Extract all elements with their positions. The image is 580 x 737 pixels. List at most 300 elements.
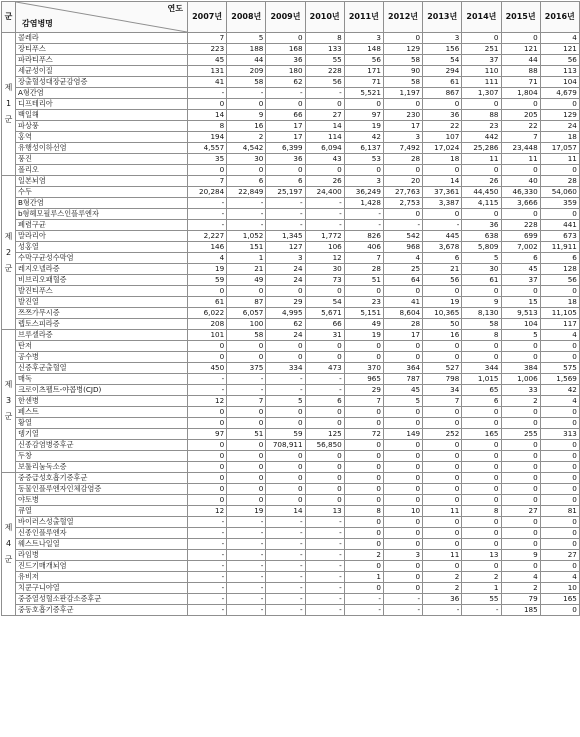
case-count-cell: 0 xyxy=(383,572,422,583)
case-count-cell: 5 xyxy=(383,396,422,407)
case-count-cell: 131 xyxy=(188,66,227,77)
case-count-cell: 88 xyxy=(462,110,501,121)
case-count-cell: 450 xyxy=(188,363,227,374)
case-count-cell: 0 xyxy=(344,583,383,594)
case-count-cell: 44 xyxy=(501,55,540,66)
case-count-cell: 4,542 xyxy=(227,143,266,154)
case-count-cell: 125 xyxy=(305,429,344,440)
case-count-cell: 0 xyxy=(383,209,422,220)
case-count-cell: 0 xyxy=(540,407,579,418)
table-row xyxy=(2,264,580,275)
table-row xyxy=(2,132,580,143)
disease-statistics-table xyxy=(1,1,580,616)
case-count-cell: - xyxy=(227,374,266,385)
case-count-cell: 0 xyxy=(501,561,540,572)
case-count-cell: 0 xyxy=(423,539,462,550)
case-count-cell: 0 xyxy=(423,165,462,176)
case-count-cell: 5 xyxy=(266,396,305,407)
case-count-cell: 0 xyxy=(540,462,579,473)
case-count-cell: 21 xyxy=(423,264,462,275)
year-header-4: 2010년 xyxy=(305,2,344,33)
case-count-cell: 575 xyxy=(540,363,579,374)
case-count-cell: 2,753 xyxy=(383,198,422,209)
case-count-cell: 0 xyxy=(462,528,501,539)
case-count-cell: 0 xyxy=(266,99,305,110)
case-count-cell: 0 xyxy=(540,352,579,363)
table-row xyxy=(2,176,580,187)
case-count-cell: 384 xyxy=(501,363,540,374)
disease-name: 크로이츠펠트-야콥병(CJD) xyxy=(16,385,188,396)
disease-name: 신증후군출혈열 xyxy=(16,363,188,374)
case-count-cell: 7 xyxy=(501,132,540,143)
case-count-cell: 14 xyxy=(423,176,462,187)
case-count-cell: 7,002 xyxy=(501,242,540,253)
table-row xyxy=(2,330,580,341)
disease-name: 웨스트나일열 xyxy=(16,539,188,550)
table-row xyxy=(2,418,580,429)
case-count-cell: 6 xyxy=(423,253,462,264)
case-count-cell: 0 xyxy=(344,418,383,429)
case-count-cell: 14 xyxy=(305,121,344,132)
case-count-cell: 3,387 xyxy=(423,198,462,209)
case-count-cell: 2 xyxy=(227,132,266,143)
case-count-cell: 370 xyxy=(344,363,383,374)
case-count-cell: 58 xyxy=(462,319,501,330)
table-row xyxy=(2,275,580,286)
case-count-cell: 36 xyxy=(423,594,462,605)
case-count-cell: 151 xyxy=(227,242,266,253)
case-count-cell: 113 xyxy=(540,66,579,77)
case-count-cell: 0 xyxy=(423,462,462,473)
case-count-cell: 4 xyxy=(188,253,227,264)
case-count-cell: - xyxy=(266,209,305,220)
case-count-cell: - xyxy=(305,88,344,99)
disease-name: 야토병 xyxy=(16,495,188,506)
case-count-cell: 8,130 xyxy=(462,308,501,319)
case-count-cell: 43 xyxy=(305,154,344,165)
disease-year-header xyxy=(16,2,188,33)
case-count-cell: 56 xyxy=(540,275,579,286)
case-count-cell: 867 xyxy=(423,88,462,99)
case-count-cell: 0 xyxy=(188,165,227,176)
case-count-cell: - xyxy=(305,561,344,572)
case-count-cell: 71 xyxy=(501,77,540,88)
case-count-cell: 1 xyxy=(344,572,383,583)
case-count-cell: 6 xyxy=(227,176,266,187)
disease-name: 진드기매개뇌염 xyxy=(16,561,188,572)
case-count-cell: 6 xyxy=(540,253,579,264)
case-count-cell: 56 xyxy=(423,275,462,286)
disease-name: 장출혈성대장균감염증 xyxy=(16,77,188,88)
case-count-cell: 699 xyxy=(501,231,540,242)
disease-name: 보툴리눔독소증 xyxy=(16,462,188,473)
case-count-cell: 114 xyxy=(305,132,344,143)
case-count-cell: - xyxy=(227,583,266,594)
case-count-cell: 8 xyxy=(305,33,344,44)
disease-name: b형헤모필루스인플루엔자 xyxy=(16,209,188,220)
case-count-cell: 24 xyxy=(266,275,305,286)
case-count-cell: 230 xyxy=(383,110,422,121)
case-count-cell: 0 xyxy=(540,528,579,539)
case-count-cell: - xyxy=(266,583,305,594)
case-count-cell: 0 xyxy=(540,440,579,451)
case-count-cell: 0 xyxy=(266,495,305,506)
case-count-cell: 0 xyxy=(462,495,501,506)
case-count-cell: - xyxy=(227,561,266,572)
table-row xyxy=(2,88,580,99)
case-count-cell: 0 xyxy=(266,462,305,473)
case-count-cell: 4 xyxy=(501,572,540,583)
table-row xyxy=(2,286,580,297)
case-count-cell: 1,804 xyxy=(501,88,540,99)
case-count-cell: 0 xyxy=(344,495,383,506)
case-count-cell: - xyxy=(227,594,266,605)
case-count-cell: 0 xyxy=(501,209,540,220)
case-count-cell: - xyxy=(266,374,305,385)
case-count-cell: 968 xyxy=(383,242,422,253)
table-row xyxy=(2,484,580,495)
case-count-cell: 0 xyxy=(227,484,266,495)
case-count-cell: 13 xyxy=(305,506,344,517)
header-row xyxy=(2,2,580,33)
case-count-cell: 36 xyxy=(423,110,462,121)
table-row xyxy=(2,341,580,352)
case-count-cell: 25,197 xyxy=(266,187,305,198)
case-count-cell: 59 xyxy=(188,275,227,286)
case-count-cell: 0 xyxy=(540,605,579,616)
case-count-cell: 45 xyxy=(188,55,227,66)
case-count-cell: 121 xyxy=(540,44,579,55)
group-label: 제 1 군 xyxy=(2,33,16,176)
case-count-cell: 41 xyxy=(188,77,227,88)
case-count-cell: 46,330 xyxy=(501,187,540,198)
table-row xyxy=(2,308,580,319)
case-count-cell: 0 xyxy=(462,517,501,528)
case-count-cell: 128 xyxy=(540,264,579,275)
case-count-cell: 0 xyxy=(227,462,266,473)
case-count-cell: 17 xyxy=(383,121,422,132)
case-count-cell: - xyxy=(227,517,266,528)
case-count-cell: 0 xyxy=(266,407,305,418)
case-count-cell: - xyxy=(227,385,266,396)
case-count-cell: 0 xyxy=(501,33,540,44)
case-count-cell: 9 xyxy=(227,110,266,121)
case-count-cell: 0 xyxy=(383,33,422,44)
case-count-cell: - xyxy=(423,220,462,231)
case-count-cell: 45 xyxy=(383,385,422,396)
case-count-cell: 0 xyxy=(305,99,344,110)
case-count-cell: 5,151 xyxy=(344,308,383,319)
case-count-cell: 188 xyxy=(227,44,266,55)
case-count-cell: 0 xyxy=(305,407,344,418)
case-count-cell: 0 xyxy=(188,462,227,473)
case-count-cell: 3 xyxy=(423,33,462,44)
case-count-cell: 0 xyxy=(188,407,227,418)
case-count-cell: 0 xyxy=(227,473,266,484)
case-count-cell: 12 xyxy=(305,253,344,264)
disease-name: 두창 xyxy=(16,451,188,462)
disease-name: 발진티푸스 xyxy=(16,286,188,297)
year-header-6: 2012년 xyxy=(383,2,422,33)
table-row xyxy=(2,583,580,594)
case-count-cell: 1,428 xyxy=(344,198,383,209)
table-row xyxy=(2,517,580,528)
case-count-cell: 25 xyxy=(383,264,422,275)
case-count-cell: 0 xyxy=(344,440,383,451)
case-count-cell: 165 xyxy=(462,429,501,440)
disease-name: 매독 xyxy=(16,374,188,385)
case-count-cell: 53 xyxy=(344,154,383,165)
case-count-cell: 28 xyxy=(383,154,422,165)
case-count-cell: 29 xyxy=(266,297,305,308)
table-row xyxy=(2,550,580,561)
case-count-cell: - xyxy=(305,583,344,594)
case-count-cell: 44,450 xyxy=(462,187,501,198)
year-header-9: 2015년 xyxy=(501,2,540,33)
case-count-cell: 0 xyxy=(383,440,422,451)
case-count-cell: 15 xyxy=(501,297,540,308)
case-count-cell: 17 xyxy=(266,121,305,132)
case-count-cell: 0 xyxy=(188,99,227,110)
table-row xyxy=(2,473,580,484)
case-count-cell: 0 xyxy=(188,473,227,484)
case-count-cell: 9,513 xyxy=(501,308,540,319)
case-count-cell: 21 xyxy=(227,264,266,275)
case-count-cell: 0 xyxy=(462,484,501,495)
case-count-cell: 5,521 xyxy=(344,88,383,99)
case-count-cell: 0 xyxy=(501,473,540,484)
case-count-cell: 0 xyxy=(227,341,266,352)
case-count-cell: 4,995 xyxy=(266,308,305,319)
case-count-cell: 54,060 xyxy=(540,187,579,198)
disease-name: 페스트 xyxy=(16,407,188,418)
table-row xyxy=(2,55,580,66)
case-count-cell: 294 xyxy=(423,66,462,77)
case-count-cell: - xyxy=(188,220,227,231)
case-count-cell: 0 xyxy=(462,440,501,451)
case-count-cell: 0 xyxy=(266,286,305,297)
case-count-cell: - xyxy=(227,88,266,99)
case-count-cell: 375 xyxy=(227,363,266,374)
case-count-cell: 56 xyxy=(305,77,344,88)
case-count-cell: 12 xyxy=(188,506,227,517)
case-count-cell: 30 xyxy=(462,264,501,275)
case-count-cell: - xyxy=(188,209,227,220)
case-count-cell: 2 xyxy=(501,583,540,594)
case-count-cell: 359 xyxy=(540,198,579,209)
case-count-cell: - xyxy=(227,605,266,616)
case-count-cell: 194 xyxy=(188,132,227,143)
case-count-cell: 27 xyxy=(540,550,579,561)
case-count-cell: 0 xyxy=(305,352,344,363)
case-count-cell: 11 xyxy=(501,154,540,165)
case-count-cell: 71 xyxy=(344,77,383,88)
case-count-cell: 90 xyxy=(383,66,422,77)
case-count-cell: 0 xyxy=(423,517,462,528)
case-count-cell: 473 xyxy=(305,363,344,374)
case-count-cell: 228 xyxy=(501,220,540,231)
case-count-cell: 0 xyxy=(501,451,540,462)
case-count-cell: 0 xyxy=(423,407,462,418)
case-count-cell: 406 xyxy=(344,242,383,253)
case-count-cell: 19 xyxy=(423,297,462,308)
case-count-cell: 56 xyxy=(540,55,579,66)
case-count-cell: 0 xyxy=(423,495,462,506)
case-count-cell: 56,850 xyxy=(305,440,344,451)
table-row xyxy=(2,528,580,539)
case-count-cell: - xyxy=(423,605,462,616)
case-count-cell: 0 xyxy=(227,352,266,363)
case-count-cell: 0 xyxy=(462,451,501,462)
case-count-cell: 4 xyxy=(540,33,579,44)
table-row xyxy=(2,198,580,209)
case-count-cell: 148 xyxy=(344,44,383,55)
case-count-cell: 0 xyxy=(462,462,501,473)
year-header-10: 2016년 xyxy=(540,2,579,33)
table-row xyxy=(2,231,580,242)
table-row xyxy=(2,209,580,220)
case-count-cell: 22 xyxy=(501,121,540,132)
case-count-cell: 5 xyxy=(227,33,266,44)
case-count-cell: 44 xyxy=(227,55,266,66)
case-count-cell: 0 xyxy=(305,473,344,484)
case-count-cell: 205 xyxy=(501,110,540,121)
table-row xyxy=(2,110,580,121)
table-row xyxy=(2,154,580,165)
disease-name: 레지오넬라증 xyxy=(16,264,188,275)
case-count-cell: 3 xyxy=(266,253,305,264)
case-count-cell: - xyxy=(188,385,227,396)
disease-name: 콜레라 xyxy=(16,33,188,44)
case-count-cell: 0 xyxy=(423,451,462,462)
case-count-cell: 0 xyxy=(266,484,305,495)
table-row xyxy=(2,506,580,517)
case-count-cell: 34 xyxy=(423,385,462,396)
case-count-cell: 107 xyxy=(423,132,462,143)
case-count-cell: 0 xyxy=(227,440,266,451)
table-body xyxy=(2,33,580,616)
case-count-cell: 9 xyxy=(462,297,501,308)
case-count-cell: 14 xyxy=(266,506,305,517)
case-count-cell: - xyxy=(305,594,344,605)
disease-name: 수두 xyxy=(16,187,188,198)
disease-name: 유행성이하선염 xyxy=(16,143,188,154)
case-count-cell: 442 xyxy=(462,132,501,143)
case-count-cell: 0 xyxy=(501,407,540,418)
case-count-cell: 0 xyxy=(540,99,579,110)
disease-name: 큐열 xyxy=(16,506,188,517)
case-count-cell: 209 xyxy=(227,66,266,77)
case-count-cell: - xyxy=(188,572,227,583)
case-count-cell: - xyxy=(227,550,266,561)
table-row xyxy=(2,561,580,572)
case-count-cell: 0 xyxy=(383,165,422,176)
disease-name: 라임병 xyxy=(16,550,188,561)
case-count-cell: 72 xyxy=(344,429,383,440)
case-count-cell: 110 xyxy=(462,66,501,77)
case-count-cell: - xyxy=(344,209,383,220)
case-count-cell: 0 xyxy=(540,473,579,484)
case-count-cell: 17,024 xyxy=(423,143,462,154)
case-count-cell: 18 xyxy=(423,154,462,165)
case-count-cell: - xyxy=(266,539,305,550)
case-count-cell: 0 xyxy=(383,341,422,352)
case-count-cell: 0 xyxy=(423,418,462,429)
case-count-cell: 527 xyxy=(423,363,462,374)
disease-name: 신종감염병증후군 xyxy=(16,440,188,451)
group-header: 군 xyxy=(2,2,16,33)
case-count-cell: 33 xyxy=(501,385,540,396)
table-row xyxy=(2,297,580,308)
case-count-cell: 10 xyxy=(540,583,579,594)
case-count-cell: - xyxy=(305,198,344,209)
case-count-cell: 0 xyxy=(305,484,344,495)
case-count-cell: 8,604 xyxy=(383,308,422,319)
case-count-cell: 0 xyxy=(540,418,579,429)
case-count-cell: 0 xyxy=(423,286,462,297)
case-count-cell: 251 xyxy=(462,44,501,55)
case-count-cell: 0 xyxy=(383,539,422,550)
case-count-cell: 0 xyxy=(227,99,266,110)
case-count-cell: - xyxy=(305,572,344,583)
case-count-cell: 0 xyxy=(501,352,540,363)
case-count-cell: 0 xyxy=(383,583,422,594)
case-count-cell: 30 xyxy=(305,264,344,275)
case-count-cell: 26 xyxy=(305,176,344,187)
case-count-cell: 0 xyxy=(266,165,305,176)
case-count-cell: 0 xyxy=(383,99,422,110)
table-row xyxy=(2,462,580,473)
disease-name: 유비저 xyxy=(16,572,188,583)
case-count-cell: 0 xyxy=(383,561,422,572)
case-count-cell: 4 xyxy=(540,572,579,583)
case-count-cell: - xyxy=(305,374,344,385)
case-count-cell: 4 xyxy=(383,253,422,264)
case-count-cell: 7,492 xyxy=(383,143,422,154)
case-count-cell: 27 xyxy=(501,506,540,517)
case-count-cell: 58 xyxy=(383,55,422,66)
case-count-cell: 1 xyxy=(462,583,501,594)
case-count-cell: - xyxy=(188,550,227,561)
case-count-cell: 8 xyxy=(188,121,227,132)
case-count-cell: 0 xyxy=(305,462,344,473)
case-count-cell: 2 xyxy=(501,396,540,407)
case-count-cell: 1,052 xyxy=(227,231,266,242)
case-count-cell: 56 xyxy=(344,55,383,66)
case-count-cell: 673 xyxy=(540,231,579,242)
case-count-cell: 313 xyxy=(540,429,579,440)
case-count-cell: 6 xyxy=(305,396,344,407)
case-count-cell: 127 xyxy=(266,242,305,253)
case-count-cell: - xyxy=(266,528,305,539)
case-count-cell: 2 xyxy=(423,572,462,583)
case-count-cell: 0 xyxy=(462,165,501,176)
case-count-cell: 0 xyxy=(188,286,227,297)
case-count-cell: - xyxy=(188,374,227,385)
disease-name: 폴리오 xyxy=(16,165,188,176)
case-count-cell: - xyxy=(188,594,227,605)
case-count-cell: 0 xyxy=(383,484,422,495)
case-count-cell: 14 xyxy=(188,110,227,121)
case-count-cell: 0 xyxy=(383,528,422,539)
case-count-cell: 97 xyxy=(344,110,383,121)
case-count-cell: 0 xyxy=(501,418,540,429)
disease-name: 공수병 xyxy=(16,352,188,363)
case-count-cell: 441 xyxy=(540,220,579,231)
case-count-cell: 0 xyxy=(344,99,383,110)
case-count-cell: 10,365 xyxy=(423,308,462,319)
disease-name: 풍진 xyxy=(16,154,188,165)
